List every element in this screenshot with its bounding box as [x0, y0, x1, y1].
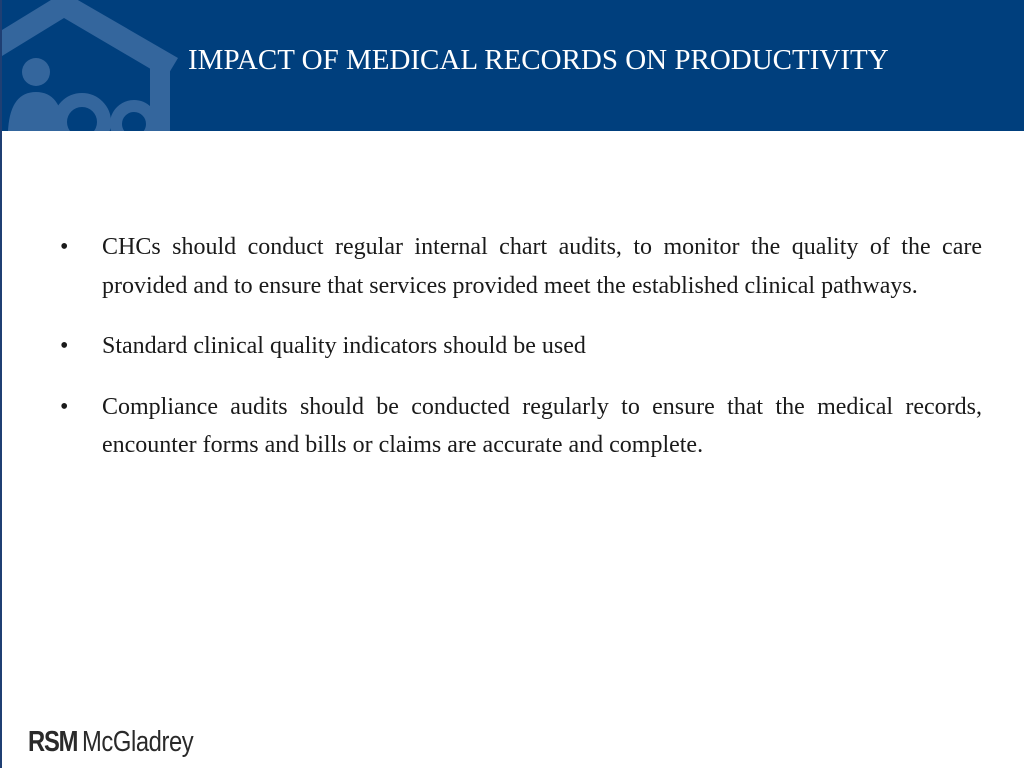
bullet-icon: •	[60, 393, 69, 420]
logo-secondary-text: McGladrey	[82, 725, 194, 758]
bullet-list	[58, 228, 982, 487]
slide-title: IMPACT OF MEDICAL RECORDS ON PRODUCTIVITY	[188, 44, 889, 76]
company-logo	[28, 722, 218, 762]
list-item	[58, 327, 982, 366]
logo-primary-text: RSM	[28, 725, 78, 758]
house-people-icon	[2, 0, 192, 131]
list-item	[58, 388, 982, 465]
bullet-icon: •	[60, 234, 69, 260]
bullet-icon: •	[60, 333, 69, 359]
bullet-text: Compliance audits should be conducted regularly to ensure that the medical records, encounter forms and bills or claims are accurate and complete.	[102, 393, 982, 458]
list-item	[58, 228, 982, 305]
bullet-text: Standard clinical quality indicators should be used	[102, 333, 586, 359]
header-banner	[2, 0, 1024, 131]
bullet-text: CHCs should conduct regular internal chart audits, to monitor the quality of the care provided and to ensure that services provided meet the established clinical pathways.	[102, 234, 982, 299]
